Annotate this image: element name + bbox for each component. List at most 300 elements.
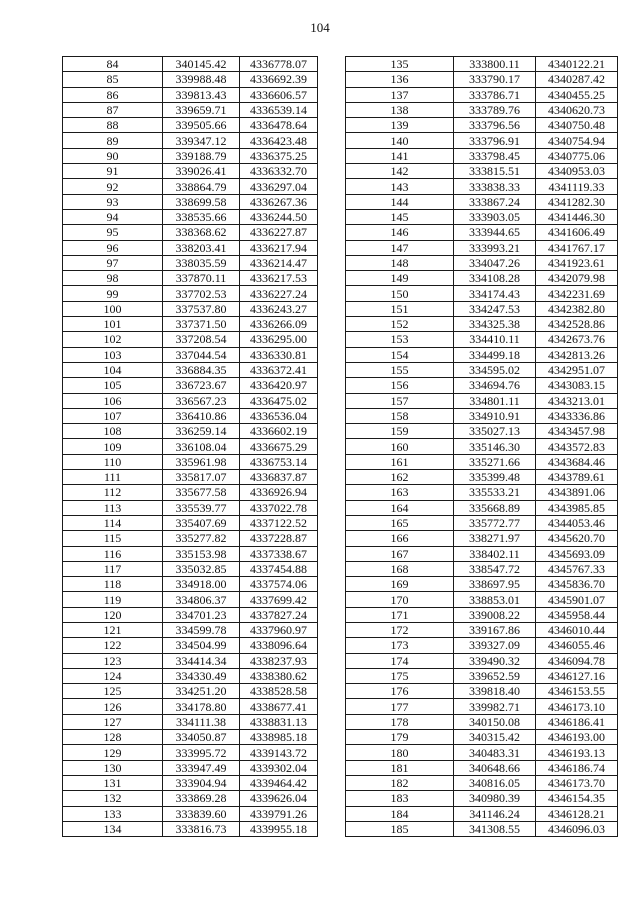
x-coordinate-cell: 333786.71 [454, 87, 536, 102]
point-number-cell: 131 [63, 775, 163, 790]
point-number-cell: 172 [346, 622, 454, 637]
table-row [63, 760, 318, 775]
x-coordinate-cell: 340648.66 [454, 760, 536, 775]
table-row [63, 515, 318, 530]
table-row [346, 286, 618, 301]
y-coordinate-cell: 4336375.25 [240, 148, 318, 163]
y-coordinate-cell: 4346127.16 [536, 668, 618, 683]
point-number-cell: 96 [63, 240, 163, 255]
x-coordinate-cell: 340816.05 [454, 775, 536, 790]
x-coordinate-cell: 333867.24 [454, 194, 536, 209]
point-number-cell: 185 [346, 821, 454, 836]
point-number-cell: 118 [63, 577, 163, 592]
point-number-cell: 113 [63, 500, 163, 515]
table-row [346, 424, 618, 439]
point-number-cell: 103 [63, 347, 163, 362]
table-row [346, 561, 618, 576]
y-coordinate-cell: 4336332.70 [240, 164, 318, 179]
y-coordinate-cell: 4343083.15 [536, 378, 618, 393]
point-number-cell: 154 [346, 347, 454, 362]
point-number-cell: 166 [346, 531, 454, 546]
y-coordinate-cell: 4336244.50 [240, 209, 318, 224]
y-coordinate-cell: 4343684.46 [536, 454, 618, 469]
y-coordinate-cell: 4338677.41 [240, 699, 318, 714]
x-coordinate-cell: 339659.71 [163, 102, 240, 117]
point-number-cell: 139 [346, 118, 454, 133]
y-coordinate-cell: 4338237.93 [240, 653, 318, 668]
table-row [346, 225, 618, 240]
table-row [346, 775, 618, 790]
x-coordinate-cell: 336723.67 [163, 378, 240, 393]
point-number-cell: 153 [346, 332, 454, 347]
y-coordinate-cell: 4338985.18 [240, 730, 318, 745]
y-coordinate-cell: 4345901.07 [536, 592, 618, 607]
table-row [346, 408, 618, 423]
point-number-cell: 168 [346, 561, 454, 576]
y-coordinate-cell: 4346193.13 [536, 745, 618, 760]
point-number-cell: 176 [346, 684, 454, 699]
x-coordinate-cell: 337537.80 [163, 301, 240, 316]
y-coordinate-cell: 4337454.88 [240, 561, 318, 576]
x-coordinate-cell: 334178.80 [163, 699, 240, 714]
y-coordinate-cell: 4340953.03 [536, 164, 618, 179]
point-number-cell: 152 [346, 317, 454, 332]
x-coordinate-cell: 338402.11 [454, 546, 536, 561]
point-number-cell: 157 [346, 393, 454, 408]
y-coordinate-cell: 4343891.06 [536, 485, 618, 500]
x-coordinate-cell: 336259.14 [163, 424, 240, 439]
y-coordinate-cell: 4342382.80 [536, 301, 618, 316]
y-coordinate-cell: 4336214.47 [240, 255, 318, 270]
table-row [346, 546, 618, 561]
y-coordinate-cell: 4336267.36 [240, 194, 318, 209]
point-number-cell: 144 [346, 194, 454, 209]
table-row [346, 118, 618, 133]
y-coordinate-cell: 4341606.49 [536, 225, 618, 240]
y-coordinate-cell: 4337699.42 [240, 592, 318, 607]
x-coordinate-cell: 339347.12 [163, 133, 240, 148]
x-coordinate-cell: 333838.33 [454, 179, 536, 194]
y-coordinate-cell: 4338380.62 [240, 668, 318, 683]
table-row [346, 194, 618, 209]
x-coordinate-cell: 335961.98 [163, 454, 240, 469]
y-coordinate-cell: 4346193.00 [536, 730, 618, 745]
table-row [63, 730, 318, 745]
x-coordinate-cell: 334595.02 [454, 362, 536, 377]
y-coordinate-cell: 4342951.07 [536, 362, 618, 377]
y-coordinate-cell: 4340455.25 [536, 87, 618, 102]
y-coordinate-cell: 4345693.09 [536, 546, 618, 561]
point-number-cell: 155 [346, 362, 454, 377]
table-row [346, 148, 618, 163]
y-coordinate-cell: 4340754.94 [536, 133, 618, 148]
x-coordinate-cell: 341308.55 [454, 821, 536, 836]
point-number-cell: 93 [63, 194, 163, 209]
y-coordinate-cell: 4346173.70 [536, 775, 618, 790]
point-number-cell: 106 [63, 393, 163, 408]
x-coordinate-cell: 338535.66 [163, 209, 240, 224]
point-number-cell: 126 [63, 699, 163, 714]
x-coordinate-cell: 338547.72 [454, 561, 536, 576]
table-row [346, 72, 618, 87]
point-number-cell: 90 [63, 148, 163, 163]
table-row [63, 699, 318, 714]
point-number-cell: 107 [63, 408, 163, 423]
x-coordinate-cell: 334410.11 [454, 332, 536, 347]
x-coordinate-cell: 333800.11 [454, 57, 536, 72]
x-coordinate-cell: 334504.99 [163, 638, 240, 653]
x-coordinate-cell: 335668.89 [454, 500, 536, 515]
y-coordinate-cell: 4336536.04 [240, 408, 318, 423]
y-coordinate-cell: 4339302.04 [240, 760, 318, 775]
x-coordinate-cell: 333904.94 [163, 775, 240, 790]
point-number-cell: 119 [63, 592, 163, 607]
point-number-cell: 151 [346, 301, 454, 316]
coordinates-table-left [62, 56, 318, 837]
table-row [63, 240, 318, 255]
point-number-cell: 181 [346, 760, 454, 775]
point-number-cell: 115 [63, 531, 163, 546]
point-number-cell: 94 [63, 209, 163, 224]
y-coordinate-cell: 4339626.04 [240, 791, 318, 806]
point-number-cell: 179 [346, 730, 454, 745]
point-number-cell: 127 [63, 714, 163, 729]
point-number-cell: 148 [346, 255, 454, 270]
x-coordinate-cell: 333815.51 [454, 164, 536, 179]
point-number-cell: 143 [346, 179, 454, 194]
table-row [346, 821, 618, 836]
y-coordinate-cell: 4346154.35 [536, 791, 618, 806]
table-row [63, 225, 318, 240]
table-row [346, 57, 618, 72]
y-coordinate-cell: 4346094.78 [536, 653, 618, 668]
table-row [63, 577, 318, 592]
table-row [63, 561, 318, 576]
point-number-cell: 150 [346, 286, 454, 301]
y-coordinate-cell: 4343457.98 [536, 424, 618, 439]
x-coordinate-cell: 338035.59 [163, 255, 240, 270]
point-number-cell: 134 [63, 821, 163, 836]
y-coordinate-cell: 4336675.29 [240, 439, 318, 454]
table-row [63, 622, 318, 637]
table-row [63, 592, 318, 607]
point-number-cell: 133 [63, 806, 163, 821]
y-coordinate-cell: 4336295.00 [240, 332, 318, 347]
x-coordinate-cell: 334910.91 [454, 408, 536, 423]
point-number-cell: 112 [63, 485, 163, 500]
table-row [346, 332, 618, 347]
y-coordinate-cell: 4338528.58 [240, 684, 318, 699]
point-number-cell: 125 [63, 684, 163, 699]
table-row [346, 806, 618, 821]
table-row [63, 148, 318, 163]
y-coordinate-cell: 4336227.87 [240, 225, 318, 240]
table-row [346, 164, 618, 179]
y-coordinate-cell: 4336330.81 [240, 347, 318, 362]
table-row [63, 485, 318, 500]
point-number-cell: 123 [63, 653, 163, 668]
coordinates-table-left-body [63, 57, 318, 837]
x-coordinate-cell: 333789.76 [454, 102, 536, 117]
table-row [63, 531, 318, 546]
x-coordinate-cell: 337208.54 [163, 332, 240, 347]
x-coordinate-cell: 333796.91 [454, 133, 536, 148]
point-number-cell: 180 [346, 745, 454, 760]
table-row [63, 424, 318, 439]
y-coordinate-cell: 4336837.87 [240, 470, 318, 485]
y-coordinate-cell: 4343789.61 [536, 470, 618, 485]
y-coordinate-cell: 4345836.70 [536, 577, 618, 592]
point-number-cell: 92 [63, 179, 163, 194]
point-number-cell: 163 [346, 485, 454, 500]
table-row [346, 531, 618, 546]
y-coordinate-cell: 4336606.57 [240, 87, 318, 102]
table-row [63, 102, 318, 117]
x-coordinate-cell: 338271.97 [454, 531, 536, 546]
point-number-cell: 165 [346, 515, 454, 530]
x-coordinate-cell: 337044.54 [163, 347, 240, 362]
table-row [63, 393, 318, 408]
y-coordinate-cell: 4336420.97 [240, 378, 318, 393]
table-row [63, 57, 318, 72]
table-row [346, 485, 618, 500]
y-coordinate-cell: 4339791.26 [240, 806, 318, 821]
table-row [346, 102, 618, 117]
y-coordinate-cell: 4346010.44 [536, 622, 618, 637]
y-coordinate-cell: 4346186.74 [536, 760, 618, 775]
point-number-cell: 171 [346, 607, 454, 622]
y-coordinate-cell: 4336539.14 [240, 102, 318, 117]
x-coordinate-cell: 339818.40 [454, 684, 536, 699]
table-row [63, 164, 318, 179]
point-number-cell: 89 [63, 133, 163, 148]
point-number-cell: 128 [63, 730, 163, 745]
table-row [63, 194, 318, 209]
point-number-cell: 156 [346, 378, 454, 393]
point-number-cell: 142 [346, 164, 454, 179]
table-row [63, 607, 318, 622]
y-coordinate-cell: 4339464.42 [240, 775, 318, 790]
y-coordinate-cell: 4337338.67 [240, 546, 318, 561]
table-row [346, 760, 618, 775]
x-coordinate-cell: 334050.87 [163, 730, 240, 745]
table-row [63, 347, 318, 362]
y-coordinate-cell: 4341923.61 [536, 255, 618, 270]
y-coordinate-cell: 4343985.85 [536, 500, 618, 515]
y-coordinate-cell: 4340750.48 [536, 118, 618, 133]
x-coordinate-cell: 335032.85 [163, 561, 240, 576]
table-row [346, 714, 618, 729]
x-coordinate-cell: 334108.28 [454, 271, 536, 286]
point-number-cell: 101 [63, 317, 163, 332]
y-coordinate-cell: 4342079.98 [536, 271, 618, 286]
table-row [63, 332, 318, 347]
x-coordinate-cell: 335146.30 [454, 439, 536, 454]
x-coordinate-cell: 334801.11 [454, 393, 536, 408]
x-coordinate-cell: 333816.73 [163, 821, 240, 836]
table-row [346, 378, 618, 393]
y-coordinate-cell: 4343336.86 [536, 408, 618, 423]
table-row [63, 806, 318, 821]
point-number-cell: 97 [63, 255, 163, 270]
x-coordinate-cell: 333796.56 [454, 118, 536, 133]
x-coordinate-cell: 334111.38 [163, 714, 240, 729]
y-coordinate-cell: 4336217.53 [240, 271, 318, 286]
point-number-cell: 117 [63, 561, 163, 576]
table-row [346, 577, 618, 592]
y-coordinate-cell: 4346153.55 [536, 684, 618, 699]
point-number-cell: 114 [63, 515, 163, 530]
y-coordinate-cell: 4340620.73 [536, 102, 618, 117]
point-number-cell: 120 [63, 607, 163, 622]
x-coordinate-cell: 334414.34 [163, 653, 240, 668]
point-number-cell: 132 [63, 791, 163, 806]
table-row [346, 607, 618, 622]
table-row [346, 301, 618, 316]
point-number-cell: 175 [346, 668, 454, 683]
point-number-cell: 95 [63, 225, 163, 240]
x-coordinate-cell: 339982.71 [454, 699, 536, 714]
y-coordinate-cell: 4342231.69 [536, 286, 618, 301]
point-number-cell: 141 [346, 148, 454, 163]
table-row [346, 271, 618, 286]
point-number-cell: 170 [346, 592, 454, 607]
x-coordinate-cell: 339327.09 [454, 638, 536, 653]
point-number-cell: 161 [346, 454, 454, 469]
x-coordinate-cell: 335399.48 [454, 470, 536, 485]
x-coordinate-cell: 334806.37 [163, 592, 240, 607]
x-coordinate-cell: 338697.95 [454, 577, 536, 592]
x-coordinate-cell: 335271.66 [454, 454, 536, 469]
table-row [346, 699, 618, 714]
table-row [63, 546, 318, 561]
table-row [346, 439, 618, 454]
x-coordinate-cell: 339490.32 [454, 653, 536, 668]
table-row [63, 118, 318, 133]
y-coordinate-cell: 4346186.41 [536, 714, 618, 729]
table-row [63, 470, 318, 485]
x-coordinate-cell: 333798.45 [454, 148, 536, 163]
x-coordinate-cell: 339652.59 [454, 668, 536, 683]
x-coordinate-cell: 339026.41 [163, 164, 240, 179]
point-number-cell: 108 [63, 424, 163, 439]
coordinates-table-right [345, 56, 618, 837]
point-number-cell: 159 [346, 424, 454, 439]
table-row [346, 791, 618, 806]
y-coordinate-cell: 4336692.39 [240, 72, 318, 87]
table-row [63, 684, 318, 699]
table-row [346, 179, 618, 194]
x-coordinate-cell: 334174.43 [454, 286, 536, 301]
y-coordinate-cell: 4336475.02 [240, 393, 318, 408]
point-number-cell: 129 [63, 745, 163, 760]
y-coordinate-cell: 4345620.70 [536, 531, 618, 546]
x-coordinate-cell: 335533.21 [454, 485, 536, 500]
point-number-cell: 184 [346, 806, 454, 821]
table-row [346, 500, 618, 515]
x-coordinate-cell: 337702.53 [163, 286, 240, 301]
table-row [346, 133, 618, 148]
coordinates-table-right-body [346, 57, 618, 837]
y-coordinate-cell: 4336753.14 [240, 454, 318, 469]
table-row [346, 362, 618, 377]
point-number-cell: 140 [346, 133, 454, 148]
x-coordinate-cell: 333869.28 [163, 791, 240, 806]
x-coordinate-cell: 339988.48 [163, 72, 240, 87]
x-coordinate-cell: 334325.38 [454, 317, 536, 332]
table-row [346, 347, 618, 362]
table-row [63, 791, 318, 806]
y-coordinate-cell: 4336227.24 [240, 286, 318, 301]
table-row [63, 133, 318, 148]
point-number-cell: 124 [63, 668, 163, 683]
x-coordinate-cell: 340483.31 [454, 745, 536, 760]
table-row [346, 668, 618, 683]
y-coordinate-cell: 4341767.17 [536, 240, 618, 255]
x-coordinate-cell: 334694.76 [454, 378, 536, 393]
table-row [63, 638, 318, 653]
point-number-cell: 99 [63, 286, 163, 301]
y-coordinate-cell: 4338096.64 [240, 638, 318, 653]
table-row [346, 730, 618, 745]
point-number-cell: 109 [63, 439, 163, 454]
x-coordinate-cell: 338853.01 [454, 592, 536, 607]
y-coordinate-cell: 4336297.04 [240, 179, 318, 194]
x-coordinate-cell: 334599.78 [163, 622, 240, 637]
y-coordinate-cell: 4336423.48 [240, 133, 318, 148]
x-coordinate-cell: 339505.66 [163, 118, 240, 133]
y-coordinate-cell: 4338831.13 [240, 714, 318, 729]
y-coordinate-cell: 4337574.06 [240, 577, 318, 592]
x-coordinate-cell: 340150.08 [454, 714, 536, 729]
y-coordinate-cell: 4336926.94 [240, 485, 318, 500]
y-coordinate-cell: 4339143.72 [240, 745, 318, 760]
x-coordinate-cell: 339167.86 [454, 622, 536, 637]
x-coordinate-cell: 333947.49 [163, 760, 240, 775]
table-row [346, 255, 618, 270]
x-coordinate-cell: 333839.60 [163, 806, 240, 821]
x-coordinate-cell: 336410.86 [163, 408, 240, 423]
table-row [63, 668, 318, 683]
table-row [346, 240, 618, 255]
y-coordinate-cell: 4336372.41 [240, 362, 318, 377]
y-coordinate-cell: 4344053.46 [536, 515, 618, 530]
y-coordinate-cell: 4345767.33 [536, 561, 618, 576]
x-coordinate-cell: 335817.07 [163, 470, 240, 485]
point-number-cell: 137 [346, 87, 454, 102]
table-row [346, 317, 618, 332]
table-row [346, 638, 618, 653]
y-coordinate-cell: 4337022.78 [240, 500, 318, 515]
table-row [346, 684, 618, 699]
table-row [63, 317, 318, 332]
y-coordinate-cell: 4342528.86 [536, 317, 618, 332]
x-coordinate-cell: 337870.11 [163, 271, 240, 286]
x-coordinate-cell: 341146.24 [454, 806, 536, 821]
table-row [63, 821, 318, 836]
y-coordinate-cell: 4336778.07 [240, 57, 318, 72]
point-number-cell: 85 [63, 72, 163, 87]
y-coordinate-cell: 4341282.30 [536, 194, 618, 209]
x-coordinate-cell: 333993.21 [454, 240, 536, 255]
y-coordinate-cell: 4340122.21 [536, 57, 618, 72]
x-coordinate-cell: 334330.49 [163, 668, 240, 683]
y-coordinate-cell: 4342813.26 [536, 347, 618, 362]
x-coordinate-cell: 340980.39 [454, 791, 536, 806]
point-number-cell: 158 [346, 408, 454, 423]
y-coordinate-cell: 4345958.44 [536, 607, 618, 622]
x-coordinate-cell: 333790.17 [454, 72, 536, 87]
